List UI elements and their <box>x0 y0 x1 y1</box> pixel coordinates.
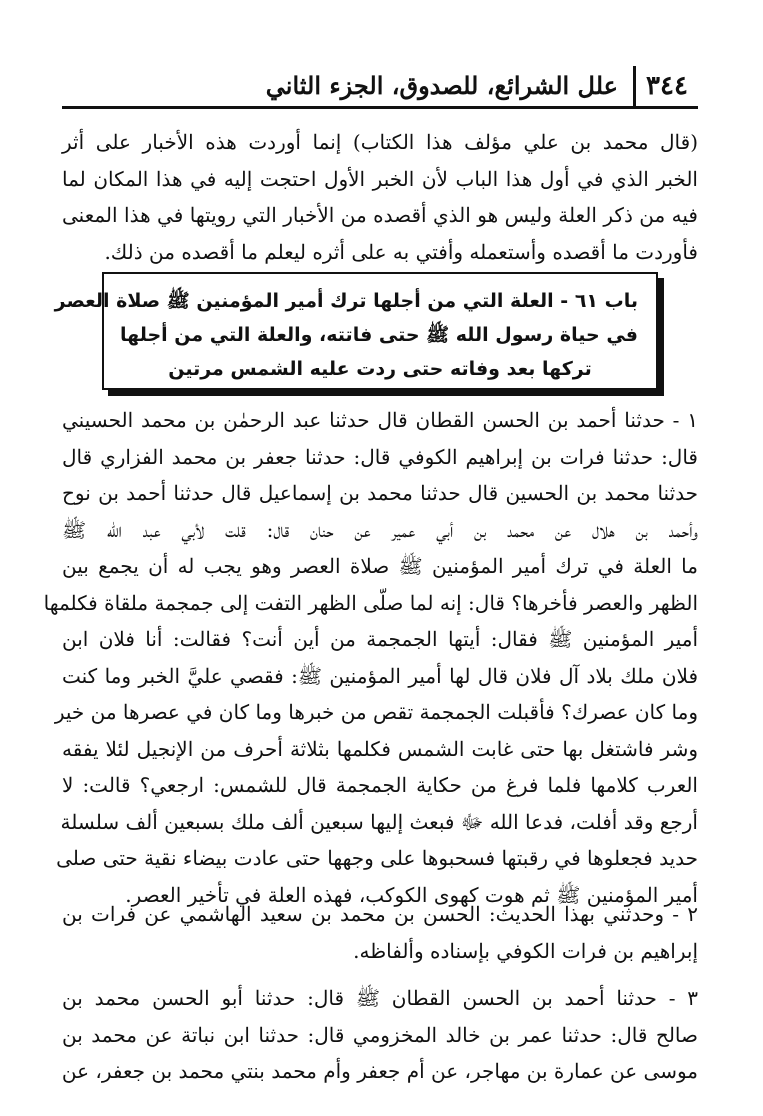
text-line: (قال محمد بن علي مؤلف هذا الكتاب) إنما أوردت هذه الأخبار على أثر <box>62 130 698 154</box>
page-header <box>62 62 698 109</box>
text-line: فلان ملك بلاد آل فلان قال لها أمير المؤمنين ﷺ: فقصي عليَّ الخبر وما كنت <box>62 663 698 688</box>
text-line: الخبر الذي في أول هذا الباب لأن الخبر الأول احتجت إليه في هذا المكان لما <box>62 166 698 191</box>
text-line: العرب كلامها فلما فرغ من حكاية الجمجمة قال للشمس: ارجعي؟ قالت: لا <box>62 773 698 797</box>
text-line: وشر فاشتغل بها حتى غابت الشمس فكلمها بثلاثة أحرف من الإنجيل لئلا يفقه <box>62 736 698 761</box>
text-line: ما العلة في ترك أمير المؤمنين ﷺ صلاة العصر وهو يجب له أن يجمع بين <box>62 554 698 578</box>
chapter-title-line: باب ٦١ - العلة التي من أجلها ترك أمير المؤمنين ﷺ صلاة العصر <box>54 290 638 312</box>
hadith-2 <box>62 896 698 969</box>
book-title: علل الشرائع، للصدوق، الجزء الثاني <box>265 71 618 100</box>
text-line: حدثنا محمد بن الحسين قال حدثنا محمد بن إسماعيل قال حدثنا أحمد بن نوح <box>62 481 698 505</box>
text-line: وما كان عصرك؟ فأقبلت الجمجمة تقص من خبرها وما كان في عصرها من خير <box>54 700 698 724</box>
text-line: ٣ - حدثنا أحمد بن الحسن القطان ﷺ قال: حدثنا أبو الحسن محمد بن <box>62 986 698 1010</box>
page-number: ٣٤٤ <box>633 66 698 106</box>
chapter-title-line: في حياة رسول الله ﷺ حتى فاتته، والعلة التي من أجلها <box>120 324 638 346</box>
text-line: وأحمد بن هلال عن محمد بن أبي عمير عن حنان قال: قلت لأبي عبد الله ﷺ <box>62 517 698 542</box>
text-line: أمير المؤمنين ﷺ ثم هوت كهوى الكوكب، فهذه العلة في تأخير العصر. <box>125 882 698 907</box>
text-line: قال: حدثنا فرات بن إبراهيم الكوفي قال: حدثنا جعفر بن محمد الفزاري قال <box>62 444 698 469</box>
text-line: ٢ - وحدثني بهذا الحديث: الحسن بن محمد بن سعيد الهاشمي عن فرات بن <box>62 902 698 926</box>
text-line: موسى عن عمارة بن مهاجر، عن أم جعفر وأم محمد بنتي محمد بن جعفر، عن <box>61 1059 698 1083</box>
text-line: الظهر والعصر فأخرها؟ قال: إنه لما صلّى الظهر التفت إلى جمجمة ملقاة فكلمها <box>43 590 698 615</box>
text-line: أرجع وقد أفلت، فدعا الله ﷻ فبعث إليها سبعين ألف ملك بسبعين ألف سلسلة <box>60 809 698 834</box>
text-line: فأوردت ما أقصده وأستعمله وأفتي به على أثره ليعلم ما أقصده من ذلك. <box>104 239 698 264</box>
text-line: صالح قال: حدثنا عمر بن خالد المخزومي قال: حدثنا ابن نباتة عن محمد بن <box>62 1022 698 1047</box>
intro-paragraph <box>62 124 698 270</box>
text-line: فيه من ذكر العلة وليس هو الذي أقصده من الأخبار التي رويتها في هذا المعنى <box>62 203 698 227</box>
hadith-3 <box>62 980 698 1090</box>
hadith-1 <box>43 402 698 913</box>
text-line: إبراهيم بن فرات الكوفي بإسناده وألفاظه. <box>353 938 698 963</box>
chapter-heading-box <box>54 272 658 390</box>
text-line: ١ - حدثنا أحمد بن الحسن القطان قال حدثنا عبد الرحمٰن بن محمد الحسيني <box>62 408 698 432</box>
chapter-title-line: تركها بعد وفاته حتى ردت عليه الشمس مرتين <box>168 358 592 380</box>
text-line: أمير المؤمنين ﷺ فقال: أيتها الجمجمة من أين أنت؟ فقالت: أنا فلان ابن <box>62 627 698 651</box>
text-line: حديد فجعلوها في رقبتها فسحبوها على وجهها حتى عادت بيضاء نقية حتى صلى <box>56 846 698 870</box>
